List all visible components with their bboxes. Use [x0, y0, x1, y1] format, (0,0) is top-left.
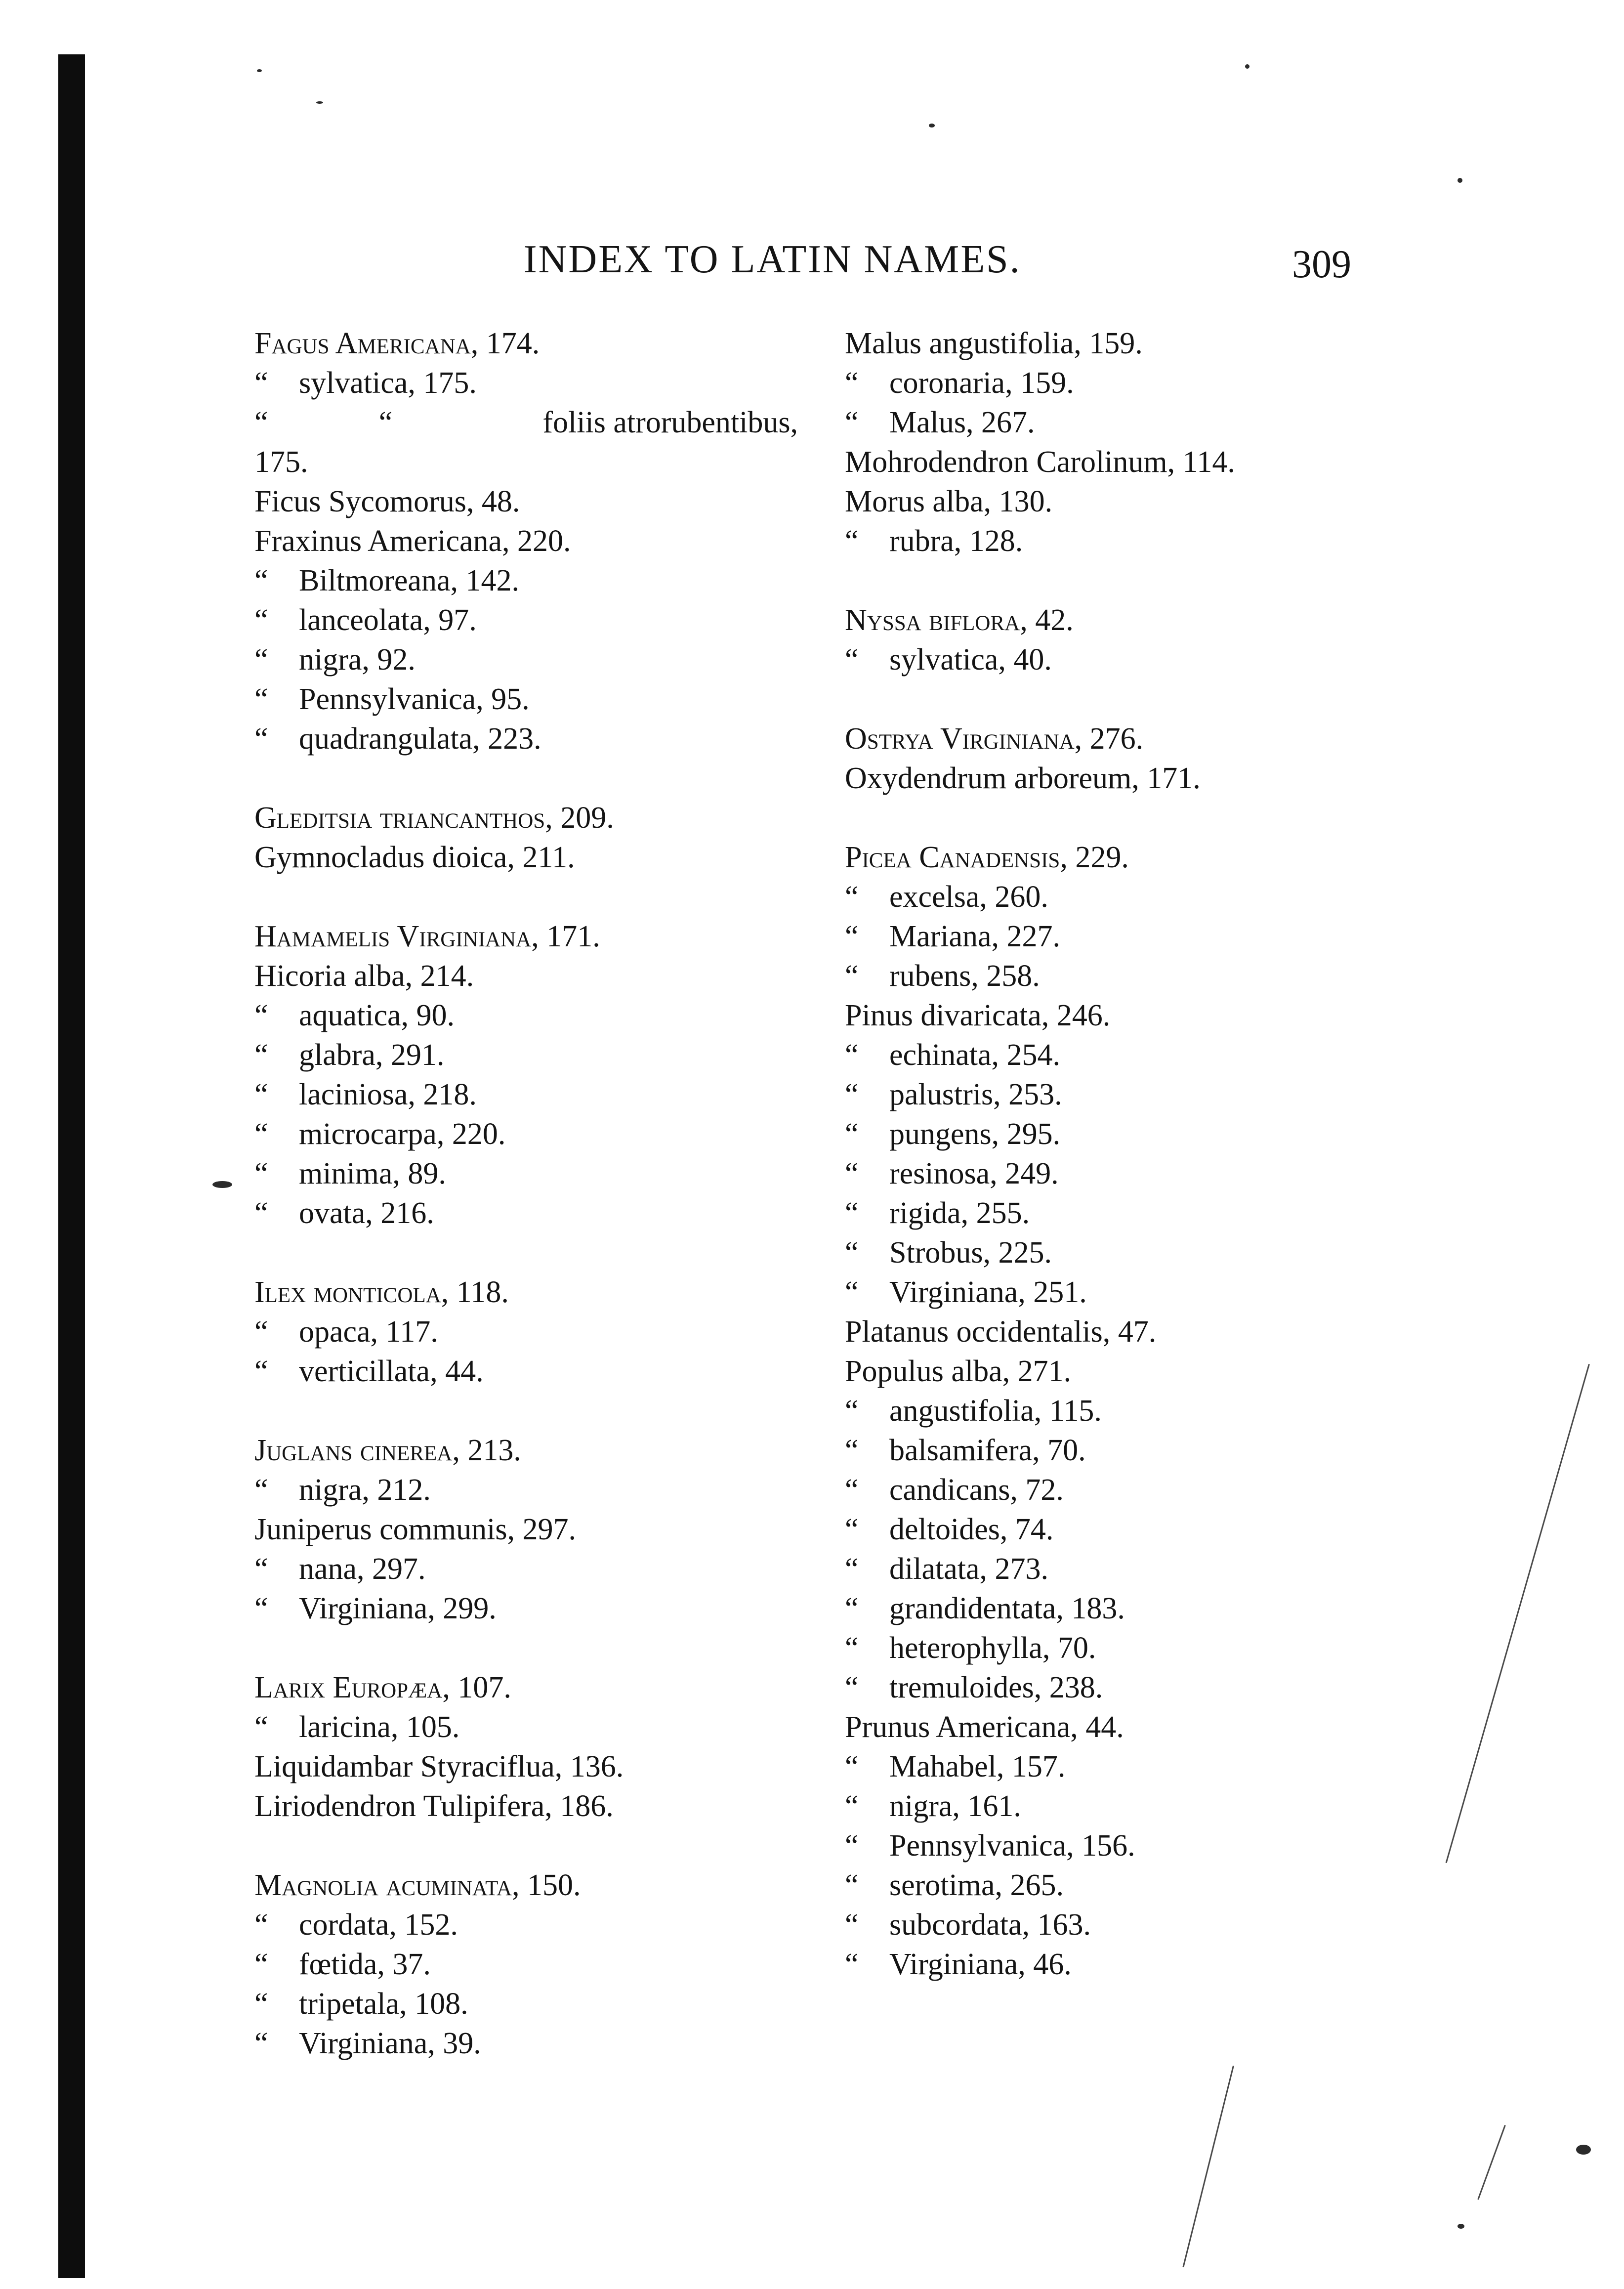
index-entry: [254, 1431, 808, 1470]
index-entry: [845, 1786, 1408, 1826]
entry-text: Biltmoreana, 142.: [299, 564, 519, 597]
ditto-mark: “: [845, 920, 859, 953]
index-entry: [254, 1312, 808, 1352]
index-entry: [254, 363, 808, 403]
entry-text: Strobus, 225.: [889, 1236, 1052, 1270]
ditto-mark: “: [845, 1671, 859, 1704]
entry-page-ref: , 276.: [1074, 722, 1144, 756]
ditto-mark: “: [845, 643, 859, 677]
ditto-mark: “: [845, 1038, 859, 1072]
index-entry: [845, 363, 1408, 403]
index-entry: [845, 324, 1408, 363]
index-entry: [845, 1628, 1408, 1668]
page-number: 309: [1292, 243, 1351, 286]
ditto-mark: “: [254, 603, 268, 637]
index-entry: [254, 1510, 808, 1549]
entry-text: cordata, 152.: [299, 1908, 458, 1942]
ditto-mark: “: [845, 880, 859, 914]
entry-text: subcordata, 163.: [889, 1908, 1091, 1942]
entry-text: Ficus Sycomorus, 48.: [254, 485, 520, 518]
index-entry: [845, 521, 1408, 561]
index-entry: [845, 1193, 1408, 1233]
scan-scratch: [1477, 2125, 1506, 2200]
entry-text: opaca, 117.: [299, 1315, 438, 1349]
ditto-mark: “: [254, 564, 268, 597]
index-entry: [254, 1945, 808, 1984]
index-entry: [845, 1431, 1408, 1470]
index-entry: [845, 996, 1408, 1035]
index-entry: [254, 1035, 808, 1075]
ditto-mark: “: [845, 1275, 859, 1309]
ditto-mark: “: [254, 366, 268, 400]
entry-text: Malus, 267.: [889, 406, 1035, 439]
ditto-mark: “: [254, 999, 268, 1032]
ditto-mark: “: [845, 1157, 859, 1190]
scan-speck: [1245, 64, 1249, 69]
ditto-mark: “: [845, 1592, 859, 1625]
entry-text: verticillata, 44.: [299, 1355, 484, 1388]
genus-heading: Ostrya Virginiana: [845, 722, 1075, 756]
entry-text: Pinus divaricata, 246.: [845, 999, 1111, 1032]
genus-heading: Juglans cinerea: [254, 1434, 453, 1467]
index-entry: [254, 403, 798, 442]
ditto-mark: “: [845, 524, 859, 558]
scan-speck: [1576, 2145, 1591, 2155]
entry-text: nana, 297.: [299, 1552, 426, 1586]
index-entry: [845, 1549, 1408, 1589]
index-entry: [254, 917, 808, 956]
entry-text: nigra, 92.: [299, 643, 416, 677]
entry-text: Virginiana, 39.: [299, 2027, 481, 2060]
entry-text: Morus alba, 130.: [845, 485, 1053, 518]
entry-page-ref: , 150.: [512, 1868, 581, 1902]
entry-text: dilatata, 273.: [889, 1552, 1048, 1586]
ditto-mark: “: [845, 1948, 859, 1981]
entry-text: Mariana, 227.: [889, 920, 1061, 953]
index-entry: [845, 838, 1408, 877]
ditto-mark: “: [845, 1513, 859, 1546]
ditto-mark: “: [254, 722, 268, 756]
genus-heading: Larix Europæa: [254, 1671, 443, 1704]
entry-text: resinosa, 249.: [889, 1157, 1059, 1190]
entry-text: Pennsylvanica, 156.: [889, 1829, 1135, 1863]
index-entry: [254, 1352, 808, 1391]
ditto-mark: “: [254, 1592, 268, 1625]
entry-text: Juniperus communis, 297.: [254, 1513, 576, 1546]
index-entry: [254, 1786, 808, 1826]
index-entry: [845, 1668, 1408, 1707]
index-entry: [845, 1391, 1408, 1431]
entry-text: Malus angustifolia, 159.: [845, 327, 1143, 360]
index-entry: [254, 1668, 808, 1707]
entry-text: quadrangulata, 223.: [299, 722, 541, 756]
index-entry: [845, 1352, 1408, 1391]
scan-scratch: [1446, 1364, 1590, 1863]
ditto-mark: “: [845, 366, 859, 400]
index-entry: [254, 719, 808, 759]
index-entry: [254, 1865, 808, 1905]
entry-page-ref: , 213.: [452, 1434, 521, 1467]
entry-text: rigida, 255.: [889, 1196, 1030, 1230]
index-entry: [845, 759, 1408, 798]
index-entry: [254, 442, 808, 482]
index-entry: [845, 442, 1408, 482]
index-entry: [845, 1905, 1408, 1945]
index-entry: [845, 1747, 1408, 1786]
ditto-mark: “: [254, 643, 268, 677]
ditto-mark: “: [254, 1987, 268, 2021]
scan-speck: [1457, 2224, 1464, 2229]
index-entry: [254, 1707, 808, 1747]
index-entry: [254, 640, 808, 679]
entry-text: pungens, 295.: [889, 1117, 1061, 1151]
entry-text: Fraxinus Americana, 220.: [254, 524, 571, 558]
index-entry: [845, 640, 1408, 679]
genus-heading: Picea Canadensis: [845, 841, 1060, 874]
index-entry: [845, 1114, 1408, 1154]
page-title: INDEX TO LATIN NAMES.: [524, 238, 1021, 281]
index-entry: [254, 1154, 808, 1193]
genus-heading: Magnolia acuminata: [254, 1868, 512, 1902]
ditto-mark: “: [254, 1117, 268, 1151]
index-entry: [254, 1747, 808, 1786]
index-entry: [254, 561, 808, 600]
entry-text: Hicoria alba, 214.: [254, 959, 474, 993]
index-entry: [254, 1470, 808, 1510]
entry-text: minima, 89.: [299, 1157, 446, 1190]
ditto-mark: “: [845, 1552, 859, 1586]
index-entry: [845, 1707, 1408, 1747]
entry-text: Gymnocladus dioica, 211.: [254, 841, 575, 874]
genus-heading: Gleditsia triancanthos: [254, 801, 545, 835]
scan-speck: [929, 124, 935, 127]
entry-page-ref: , 209.: [545, 801, 614, 835]
ditto-mark: “: [254, 1315, 268, 1349]
ditto-mark: “: [254, 406, 268, 439]
ditto-mark: “: [254, 1078, 268, 1111]
ditto-mark: “: [254, 1710, 268, 1744]
entry-page-ref: , 42.: [1020, 603, 1074, 637]
scan-speck: [316, 101, 323, 104]
index-entry: [254, 1984, 808, 2024]
index-entry: [254, 838, 808, 877]
genus-heading: Nyssa biflora: [845, 603, 1020, 637]
entry-text: balsamifera, 70.: [889, 1434, 1086, 1467]
ditto-mark: “: [845, 1829, 859, 1863]
ditto-mark: “: [845, 1473, 859, 1507]
ditto-mark: “: [254, 2027, 268, 2060]
entry-text: Mohrodendron Carolinum, 114.: [845, 445, 1235, 479]
ditto-mark: “: [845, 1908, 859, 1942]
entry-text: tremuloides, 238.: [889, 1671, 1103, 1704]
entry-text: laciniosa, 218.: [299, 1078, 477, 1111]
entry-text: angustifolia, 115.: [889, 1394, 1102, 1428]
ditto-mark: “: [254, 1473, 268, 1507]
index-entry: [254, 1114, 808, 1154]
ditto-mark: “: [254, 1355, 268, 1388]
entry-text: Virginiana, 299.: [299, 1592, 497, 1625]
entry-text: nigra, 212.: [299, 1473, 431, 1507]
ditto-mark: “: [254, 1038, 268, 1072]
index-entry: [845, 917, 1408, 956]
index-entry: [845, 1312, 1408, 1352]
ditto-mark: “: [254, 1157, 268, 1190]
index-entry: [254, 482, 808, 521]
ditto-mark: “: [845, 1868, 859, 1902]
index-entry: [254, 1589, 808, 1628]
entry-text: foliis atrorubentibus,: [542, 406, 798, 439]
ditto-mark: “: [845, 1789, 859, 1823]
ditto-mark: “: [845, 1196, 859, 1230]
scan-speck: [1457, 178, 1462, 183]
entry-text: rubra, 128.: [889, 524, 1023, 558]
entry-text: grandidentata, 183.: [889, 1592, 1125, 1625]
index-entry: [254, 798, 808, 838]
index-column-right: [845, 324, 1408, 1984]
index-entry: [254, 956, 808, 996]
entry-text: Prunus Americana, 44.: [845, 1710, 1124, 1744]
entry-text: excelsa, 260.: [889, 880, 1048, 914]
entry-text: Liquidambar Styraciflua, 136.: [254, 1750, 624, 1783]
index-entry: [254, 324, 808, 363]
index-entry: [845, 1075, 1408, 1114]
entry-text: glabra, 291.: [299, 1038, 445, 1072]
ditto-mark: “: [845, 406, 859, 439]
scan-speck: [212, 1181, 232, 1188]
entry-text: Virginiana, 251.: [889, 1275, 1087, 1309]
scan-speck: [257, 69, 262, 72]
entry-text: heterophylla, 70.: [889, 1631, 1096, 1665]
index-entry: [845, 1233, 1408, 1272]
page-binding-edge: [58, 54, 85, 2278]
index-entry: [254, 1549, 808, 1589]
entry-text: Mahabel, 157.: [889, 1750, 1066, 1783]
index-entry: [254, 1075, 808, 1114]
entry-page-ref: , 171.: [531, 920, 600, 953]
entry-text: fœtida, 37.: [299, 1948, 431, 1981]
entry-text: serotima, 265.: [889, 1868, 1064, 1902]
ditto-mark: “: [845, 1434, 859, 1467]
entry-text: microcarpa, 220.: [299, 1117, 506, 1151]
entry-page-ref: , 107.: [442, 1671, 511, 1704]
entry-text: palustris, 253.: [889, 1078, 1062, 1111]
ditto-mark: “: [845, 1078, 859, 1111]
entry-text: candicans, 72.: [889, 1473, 1064, 1507]
index-entry: [845, 1826, 1408, 1865]
ditto-mark: “: [845, 1236, 859, 1270]
genus-heading: Hamamelis Virginiana: [254, 920, 532, 953]
ditto-mark: “: [254, 1196, 268, 1230]
entry-text: rubens, 258.: [889, 959, 1040, 993]
entry-text: nigra, 161.: [889, 1789, 1021, 1823]
ditto-mark: “: [845, 1631, 859, 1665]
index-entry: [845, 1589, 1408, 1628]
index-entry: [845, 719, 1408, 759]
entry-text: Liriodendron Tulipifera, 186.: [254, 1789, 614, 1823]
entry-page-ref: , 174.: [470, 327, 540, 360]
index-entry: [845, 482, 1408, 521]
entry-text: tripetala, 108.: [299, 1987, 468, 2021]
ditto-mark: “: [845, 1117, 859, 1151]
entry-text: 175.: [254, 445, 308, 479]
ditto-mark: “: [254, 1908, 268, 1942]
entry-text: aquatica, 90.: [299, 999, 455, 1032]
entry-text: coronaria, 159.: [889, 366, 1074, 400]
ditto-mark: “: [845, 1750, 859, 1783]
entry-text: ovata, 216.: [299, 1196, 434, 1230]
index-entry: [845, 956, 1408, 996]
index-entry: [845, 1154, 1408, 1193]
ditto-mark: “: [254, 682, 268, 716]
ditto-mark: “: [845, 959, 859, 993]
index-entry: [845, 403, 1408, 442]
entry-text: Platanus occidentalis, 47.: [845, 1315, 1157, 1349]
ditto-mark: “: [845, 1394, 859, 1428]
index-entry: [254, 600, 808, 640]
index-entry: [254, 2024, 808, 2063]
index-entry: [845, 877, 1408, 917]
ditto-mark: “: [378, 406, 393, 439]
ditto-mark: “: [254, 1948, 268, 1981]
entry-text: Pennsylvanica, 95.: [299, 682, 530, 716]
entry-text: sylvatica, 40.: [889, 643, 1052, 677]
entry-text: sylvatica, 175.: [299, 366, 477, 400]
index-entry: [254, 996, 808, 1035]
index-entry: [845, 1272, 1408, 1312]
index-entry: [254, 521, 808, 561]
entry-text: Oxydendrum arboreum, 171.: [845, 762, 1201, 795]
entry-page-ref: , 229.: [1060, 841, 1129, 874]
index-entry: [845, 1865, 1408, 1905]
entry-text: Virginiana, 46.: [889, 1948, 1072, 1981]
entry-text: Populus alba, 271.: [845, 1355, 1072, 1388]
genus-heading: Fagus Americana: [254, 327, 471, 360]
index-entry: [254, 679, 808, 719]
ditto-mark: “: [254, 1552, 268, 1586]
entry-text: deltoides, 74.: [889, 1513, 1054, 1546]
index-entry: [845, 1945, 1408, 1984]
index-entry: [845, 600, 1408, 640]
index-entry: [845, 1510, 1408, 1549]
index-entry: [254, 1193, 808, 1233]
genus-heading: Ilex monticola: [254, 1275, 441, 1309]
entry-text: laricina, 105.: [299, 1710, 460, 1744]
entry-text: lanceolata, 97.: [299, 603, 477, 637]
index-entry: [845, 1470, 1408, 1510]
entry-page-ref: , 118.: [441, 1275, 509, 1309]
index-entry: [254, 1905, 808, 1945]
index-entry: [254, 1272, 808, 1312]
index-column-left: [254, 324, 808, 2063]
scan-scratch: [1182, 2066, 1234, 2267]
entry-text: echinata, 254.: [889, 1038, 1061, 1072]
index-entry: [845, 1035, 1408, 1075]
